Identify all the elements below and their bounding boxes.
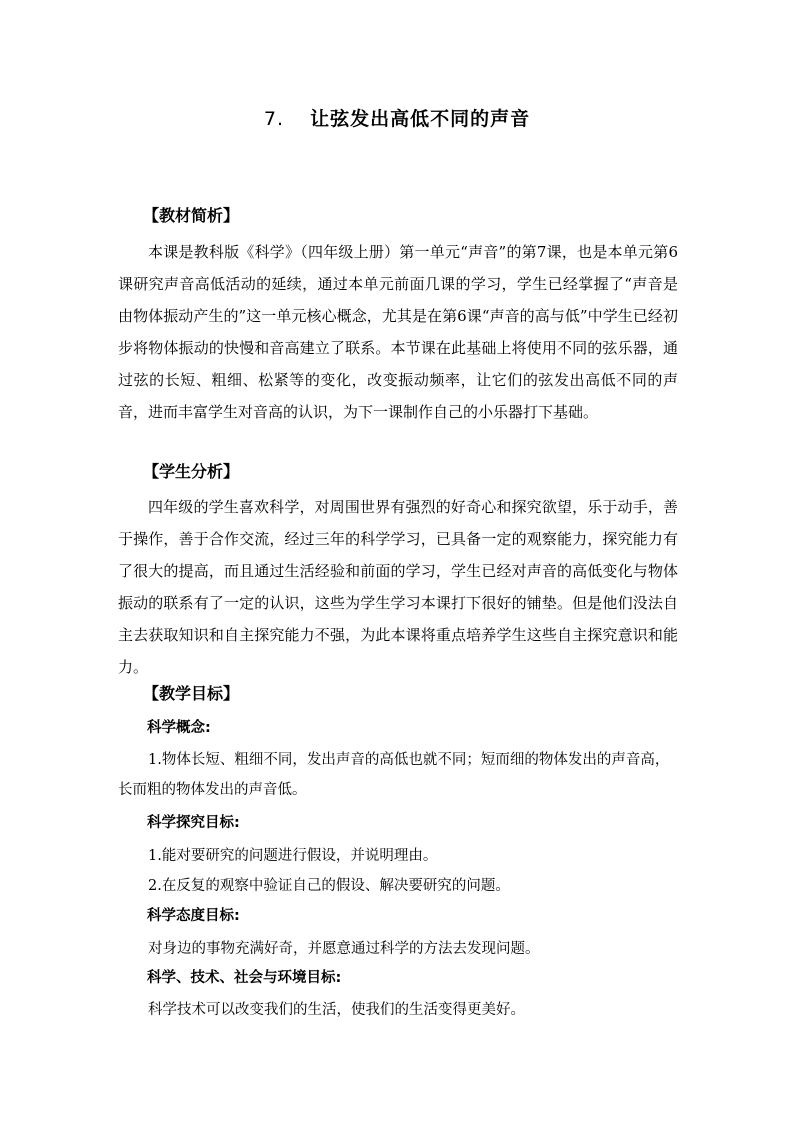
concept-label: 科学概念: (147, 720, 211, 736)
lesson-number: 7. (263, 108, 285, 130)
sts-item-1: 科学技术可以改变我们的生活，使我们的生活变得更美好。 (148, 1002, 525, 1018)
section-heading-students: 【学生分析】 (143, 462, 240, 481)
attitude-label: 科学态度目标: (147, 908, 240, 924)
sts-label: 科学、技术、社会与环境目标: (147, 970, 342, 986)
lesson-title: 让弦发出高低不同的声音 (310, 108, 531, 130)
inquiry-item-2: 2.在反复的观察中验证自己的假设、解决要研究的问题。 (148, 878, 510, 894)
inquiry-item-1: 1.能对要研究的问题进行假设，并说明理由。 (148, 848, 438, 864)
section-heading-goals: 【教学目标】 (143, 684, 240, 703)
page-title (0, 104, 794, 131)
concept-item-1: 1.物体长短、粗细不同，发出声音的高低也就不同；短而细的物体发出的声音高，长而粗的物体发出的声音低。 (118, 752, 670, 798)
paragraph-material: 本课是教科版《科学》（四年级上册）第一单元“声音”的第7课，也是本单元第6课研究声音高低活动的延续，通过本单元前面几课的学习，学生已经掌握了“声音是由物体振动产生的”这一单元核心概念，尤其是在第6课“声音的高与低”中学生已经初步将物体振动的快慢和音高建立了联系。本节课在此基础上将使用不同的弦乐器，通过弦的长短、粗细、松紧等的变化，改变振动频率，让它们的弦发出高低不同的声音，进而丰富学生对音高的认识，为下一课制作自己的小乐器打下基础。 (118, 243, 678, 421)
inquiry-label: 科学探究目标: (147, 815, 240, 831)
section-heading-material: 【教材简析】 (143, 206, 240, 225)
attitude-item-1: 对身边的事物充满好奇，并愿意通过科学的方法去发现问题。 (148, 941, 540, 957)
paragraph-students: 四年级的学生喜欢科学，对周围世界有强烈的好奇心和探究欲望，乐于动手，善于操作，善于合作交流，经过三年的科学学习，已具备一定的观察能力，探究能力有了很大的提高，而且通过生活经验和前面的学习，学生已经对声音的高低变化与物体振动的联系有了一定的认识，这些为学生学习本课打下很好的铺垫。但是他们没法自主去获取知识和自主探究能力不强，为此本课将重点培养学生这些自主探究意识和能力。 (118, 498, 678, 676)
